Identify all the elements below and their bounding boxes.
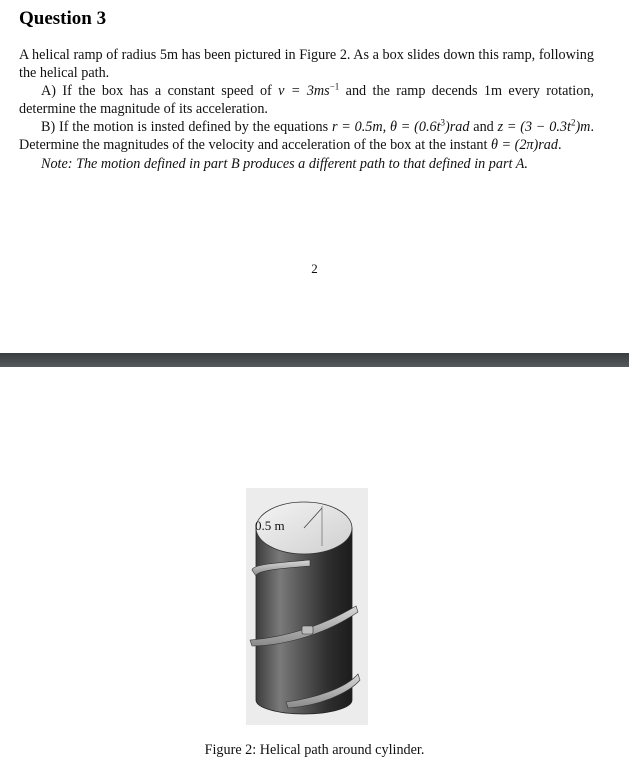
part-b-suffix: . Determine the magnitudes of the velocity and acceleration of the box at the instant [19, 119, 594, 154]
theta-unit: )rad [445, 119, 470, 136]
radius-label: 0.5 m [255, 518, 285, 533]
document-page [0, 0, 629, 353]
part-a-suffix: and the ramp decends 1m every rotation, determine the magnitude of its acceleration. [19, 83, 594, 118]
helix-figure [246, 488, 368, 725]
question-body [19, 46, 594, 173]
intro-paragraph: A helical ramp of radius 5m has been pictured in Figure 2. As a box slides down this ramp, following the helical path. [19, 47, 594, 82]
instant-expression: θ = (2π)rad [490, 137, 558, 154]
note-paragraph: Note: The motion defined in part B produces a different path to that defined in part A. [41, 155, 528, 172]
figure-caption: Figure 2: Helical path around cylinder. [204, 742, 425, 758]
z-exponent: 2 [570, 117, 576, 128]
part-b-mid: and [469, 119, 498, 136]
z-expression: z = (3 − 0.3t [497, 119, 571, 136]
z-unit: )m [575, 119, 591, 136]
t-exponent: 3 [440, 117, 446, 128]
part-a-paragraph [19, 82, 594, 118]
part-b-paragraph [19, 118, 594, 154]
page-number: 2 [311, 261, 318, 276]
r-theta-expression: r = 0.5m, θ = (0.6t [331, 119, 441, 136]
question-title: Question 3 [19, 8, 107, 29]
speed-expression: v = 3ms [278, 83, 330, 100]
part-b-prefix: B) If the motion is insted defined by the equations [41, 119, 332, 136]
part-a-prefix: A) If the box has a constant speed of [41, 83, 279, 100]
box [302, 626, 313, 634]
speed-exponent: −1 [329, 81, 340, 92]
part-b-end: . [557, 137, 562, 154]
page-divider [0, 353, 629, 367]
